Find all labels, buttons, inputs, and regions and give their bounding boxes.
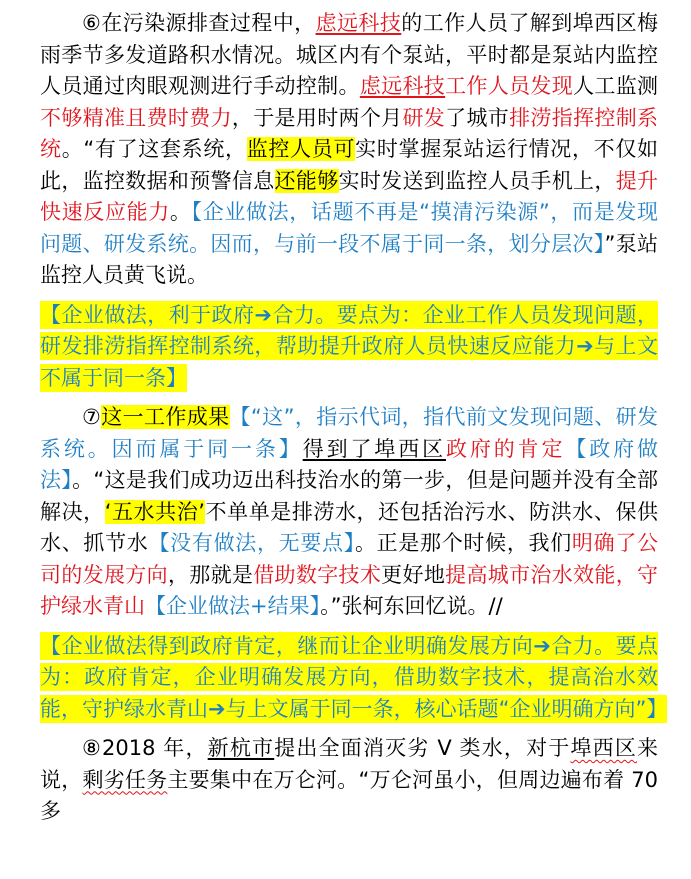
text-run: 。”张柯东回忆说。// — [320, 594, 503, 618]
text-run: 主要集中在万仑河。“万仑河虽小，但周边遍布着 70 多 — [40, 767, 659, 823]
red-annotation: 排涝指挥控制系统 — [40, 105, 659, 161]
text-run: 了城市 — [445, 105, 510, 130]
red-annotation: 提升快速反应能力 — [40, 168, 659, 224]
spellcheck-underlined-text: 剩劣任务 — [82, 767, 168, 792]
company-name: 虑远科技 — [315, 11, 402, 35]
highlighted-note-2 — [40, 631, 668, 726]
text-run: 实时发送到监控人员手机上， — [338, 168, 616, 193]
paragraph-number: ⑦ — [82, 405, 102, 429]
highlighted-text: ‘五水共治’ — [104, 499, 205, 524]
text-run: 。 — [169, 200, 192, 224]
text-run: 更好地 — [381, 562, 446, 587]
paragraph-7 — [40, 402, 658, 623]
underlined-text: 新杭市 — [207, 736, 275, 760]
text-run: 提出全面消灭劣 V 类水，对于 — [274, 736, 571, 760]
red-annotation: 工作人员发现 — [445, 74, 574, 98]
red-annotation: 不够精准且费时费力 — [40, 105, 232, 130]
blue-annotation: 【政府做法】 — [40, 436, 659, 492]
paragraph-8 — [40, 733, 658, 828]
document-body — [40, 8, 668, 828]
text-run: 来说， — [40, 736, 659, 792]
paragraph-6 — [40, 8, 658, 292]
text-run: ，于是用时两个月 — [231, 105, 403, 130]
underlined-text: 得到了埠西区 — [302, 436, 446, 461]
red-annotation: 借助数字技术 — [253, 562, 382, 587]
red-annotation: 政府的肯定 — [445, 436, 566, 461]
red-annotation: 提高城市治水效能，守护绿水青山 — [40, 562, 659, 618]
text-run: ⑧2018 年， — [82, 736, 208, 760]
blue-annotation: 【企业做法+结果】 — [145, 594, 321, 618]
text-run: ⑥在污染源排查过程中， — [82, 11, 316, 35]
text-run: 不单单是排涝水，还包括治污水、防洪水、保供水、抓节水 — [40, 499, 659, 555]
text-run: 。“有了这套系统， — [61, 137, 247, 161]
text-run: 人工监测 — [573, 74, 659, 98]
highlighted-summary: 【企业做法，利于政府➔合力。要点为：企业工作人员发现问题，研发排涝指挥控制系统，帮助提升政府人员快速反应能力➔与上文不属于同一条】 — [40, 302, 658, 390]
blue-annotation: 【企业做法，话题不再是“摸清污染源”，而是发现问题、研发系统。因而，与前一段不属于同一条，划分层次】 — [40, 200, 659, 256]
highlighted-text: 这一工作成果 — [101, 405, 230, 429]
highlighted-text: 还能够 — [274, 168, 339, 193]
text-run: 的工作人员了解到埠西区梅雨季节多发道路积水情况。城区内有个泵站，平时都是泵站内监控人员通过肉眼观测进行手动控制。 — [40, 11, 659, 98]
red-annotation: 明确了公司的发展方向 — [40, 531, 659, 587]
company-name: 虑远科技 — [359, 74, 446, 98]
blue-annotation: 【没有做法，无要点】 — [148, 531, 355, 555]
blue-annotation: 【“这”，指示代词，指代前文发现问题、研发系统。因而属于同一条】 — [40, 405, 658, 461]
spellcheck-underlined-text: 埠西区 — [570, 736, 638, 760]
text-run: ”泵站监控人员黄飞说。 — [40, 231, 658, 287]
highlighted-note-1 — [40, 300, 658, 395]
red-annotation: 研发 — [402, 105, 446, 130]
text-run: 实时掌握泵站运行情况，不仅如此，监控数据和预警信息 — [40, 137, 659, 193]
text-run: 。正是那个时候，我们 — [354, 531, 572, 555]
text-run: ，那就是 — [167, 562, 254, 587]
highlighted-summary: 【企业做法得到政府肯定，继而让企业明确发展方向➔合力。要点为：政府肯定，企业明确发展方向，借助数字技术，提高治水效能，守护绿水青山➔与上文属于同一条，核心话题“企业明确方向”】 — [40, 633, 668, 721]
highlighted-text: 监控人员可 — [246, 137, 356, 161]
text-run: 。“这是我们成功迈出科技治水的第一步，但是问题并没有全部解决， — [40, 468, 658, 524]
